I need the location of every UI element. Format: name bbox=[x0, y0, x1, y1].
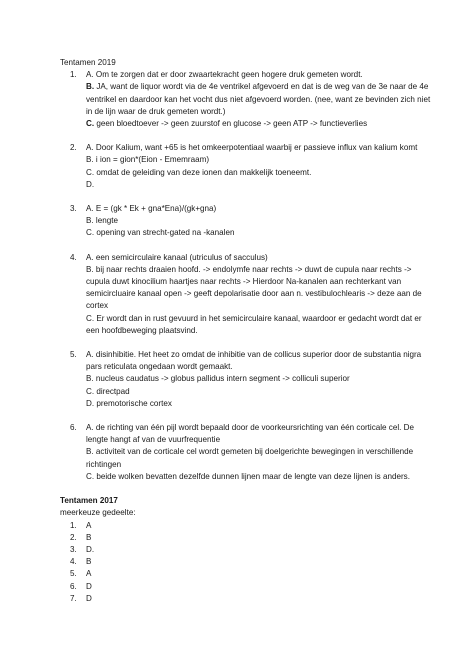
answer-text: B. activiteit van de corticale cel wordt gemeten bij doelgerichte bewegingen in verschillende richtingen bbox=[86, 447, 414, 469]
answer-text: B. bij naar rechts draaien hoofd. -> endolymfe naar rechts -> duwt de cupula naar rechts -> cupula duwt kinocilium haartjes naar rechts -> Hierdoor Na-kanalen aan rechterkant van semicircluaire kanaal open -> geeft depolarisatie door aan n. vestibulochlearis -> deze aan de cortex bbox=[86, 264, 422, 311]
answer-text: geen bloedtoever -> geen zuurstof en glucose -> geen ATP -> functieverlies bbox=[94, 119, 368, 129]
answer-line bbox=[86, 264, 432, 313]
mc-number: 2. bbox=[70, 532, 77, 542]
mc-answer-item bbox=[60, 520, 432, 532]
answer-line bbox=[86, 252, 432, 264]
answer-label: C. bbox=[86, 119, 95, 129]
mc-answer-item bbox=[60, 544, 432, 556]
answer-text: B. i ion = gion*(Eion - Ememraam) bbox=[86, 155, 210, 165]
answer-line bbox=[86, 118, 432, 130]
answer-text: C. beide wolken bevatten dezelfde dunnen lijnen maar de lengte van deze lijnen is anders. bbox=[86, 471, 410, 481]
answer-text: D. bbox=[86, 179, 95, 189]
answer-line bbox=[86, 154, 432, 166]
answer-text: C. opening van strecht-gated na -kanalen bbox=[86, 228, 235, 238]
mc-number: 3. bbox=[70, 544, 77, 554]
answer-line bbox=[86, 227, 432, 239]
mc-answer-item bbox=[60, 593, 432, 605]
document-body bbox=[60, 57, 432, 605]
question-number: 2. bbox=[70, 143, 77, 153]
question-answers bbox=[86, 349, 432, 410]
answer-text: B. lengte bbox=[86, 216, 118, 226]
mc-number: 7. bbox=[70, 593, 77, 603]
answer-line bbox=[86, 81, 432, 118]
answer-line bbox=[86, 373, 432, 385]
answer-text: A. Door Kalium, want +65 is het omkeerpotentiaal waarbij er passieve influx van kalium komt bbox=[86, 143, 418, 153]
answer-line bbox=[86, 386, 432, 398]
question-list bbox=[60, 69, 432, 483]
answer-text: A. E = (gk * Ek + gna*Ena)/(gk+gna) bbox=[86, 204, 217, 214]
answer-line bbox=[86, 398, 432, 410]
answer-line bbox=[86, 203, 432, 215]
answer-text: C. directpad bbox=[86, 386, 130, 396]
answer-text: A. een semicirculaire kanaal (utriculus of sacculus) bbox=[86, 252, 268, 262]
answer-list bbox=[60, 520, 432, 605]
mc-value: A bbox=[86, 569, 92, 579]
question-item bbox=[60, 349, 432, 410]
section-subtitle: meerkeuze gedeelte: bbox=[60, 508, 136, 518]
answer-text: D. premotorische cortex bbox=[86, 398, 172, 408]
answer-line bbox=[86, 215, 432, 227]
answer-line bbox=[86, 349, 432, 373]
answer-line bbox=[86, 69, 432, 81]
mc-number: 4. bbox=[70, 557, 77, 567]
mc-value: B bbox=[86, 557, 92, 567]
section-title-2019: Tentamen 2019 bbox=[60, 58, 116, 67]
answer-line bbox=[86, 313, 432, 337]
question-item bbox=[60, 203, 432, 240]
question-item bbox=[60, 422, 432, 483]
answer-line bbox=[86, 167, 432, 179]
question-item bbox=[60, 252, 432, 337]
answer-line bbox=[86, 142, 432, 154]
answer-label: B. bbox=[86, 82, 95, 92]
question-number: 1. bbox=[70, 70, 77, 80]
mc-number: 5. bbox=[70, 569, 77, 579]
mc-answer-item bbox=[60, 581, 432, 593]
question-number: 5. bbox=[70, 350, 77, 360]
answer-text: JA, want de liquor wordt via de 4e ventrikel afgevoerd en dat is de weg van de 3e naar de 4e ventrikel en daardoor kan het vocht dus niet afgevoerd worden. (nee, want ze bevinden zich niet in de lijn waar de druk gemeten wordt.) bbox=[86, 82, 431, 116]
answer-text: B. nucleus caudatus -> globus pallidus intern segment -> colliculi superior bbox=[86, 374, 350, 384]
question-number: 6. bbox=[70, 423, 77, 433]
question-answers bbox=[86, 142, 432, 191]
answer-text: C. Er wordt dan in rust gevuurd in het semicirculaire kanaal, waardoor er gedacht wordt dat er een hoofdbeweging plaatsvind. bbox=[86, 313, 422, 335]
mc-value: A bbox=[86, 520, 92, 530]
question-answers bbox=[86, 252, 432, 337]
section-title-2017: Tentamen 2017 bbox=[60, 496, 118, 506]
mc-value: D bbox=[86, 581, 92, 591]
mc-value: D. bbox=[86, 544, 95, 554]
question-number: 3. bbox=[70, 204, 77, 214]
question-number: 4. bbox=[70, 252, 77, 262]
mc-answer-item bbox=[60, 556, 432, 568]
mc-value: B bbox=[86, 532, 92, 542]
answer-line bbox=[86, 422, 432, 446]
answer-line bbox=[86, 446, 432, 470]
answer-line bbox=[86, 471, 432, 483]
mc-value: D bbox=[86, 593, 92, 603]
question-answers bbox=[86, 422, 432, 483]
mc-number: 1. bbox=[70, 520, 77, 530]
question-answers bbox=[86, 69, 432, 130]
question-answers bbox=[86, 203, 432, 240]
answer-text: C. omdat de geleiding van deze ionen dan makkelijk toeneemt. bbox=[86, 167, 312, 177]
mc-answer-item bbox=[60, 568, 432, 580]
answer-text: A. Om te zorgen dat er door zwaartekracht geen hogere druk gemeten wordt. bbox=[86, 70, 363, 80]
answer-text: A. de richting van één pijl wordt bepaald door de voorkeursrichting van één corticale cel. De lengte hangt af van de vuurfrequentie bbox=[86, 423, 414, 445]
mc-number: 6. bbox=[70, 581, 77, 591]
question-item bbox=[60, 69, 432, 130]
answer-line bbox=[86, 179, 432, 191]
question-item bbox=[60, 142, 432, 191]
mc-answer-item bbox=[60, 532, 432, 544]
answer-text: A. disinhibitie. Het heet zo omdat de inhibitie van de collicus superior door de substantia nigra pars reticulata ongedaan wordt gemaakt. bbox=[86, 350, 422, 372]
